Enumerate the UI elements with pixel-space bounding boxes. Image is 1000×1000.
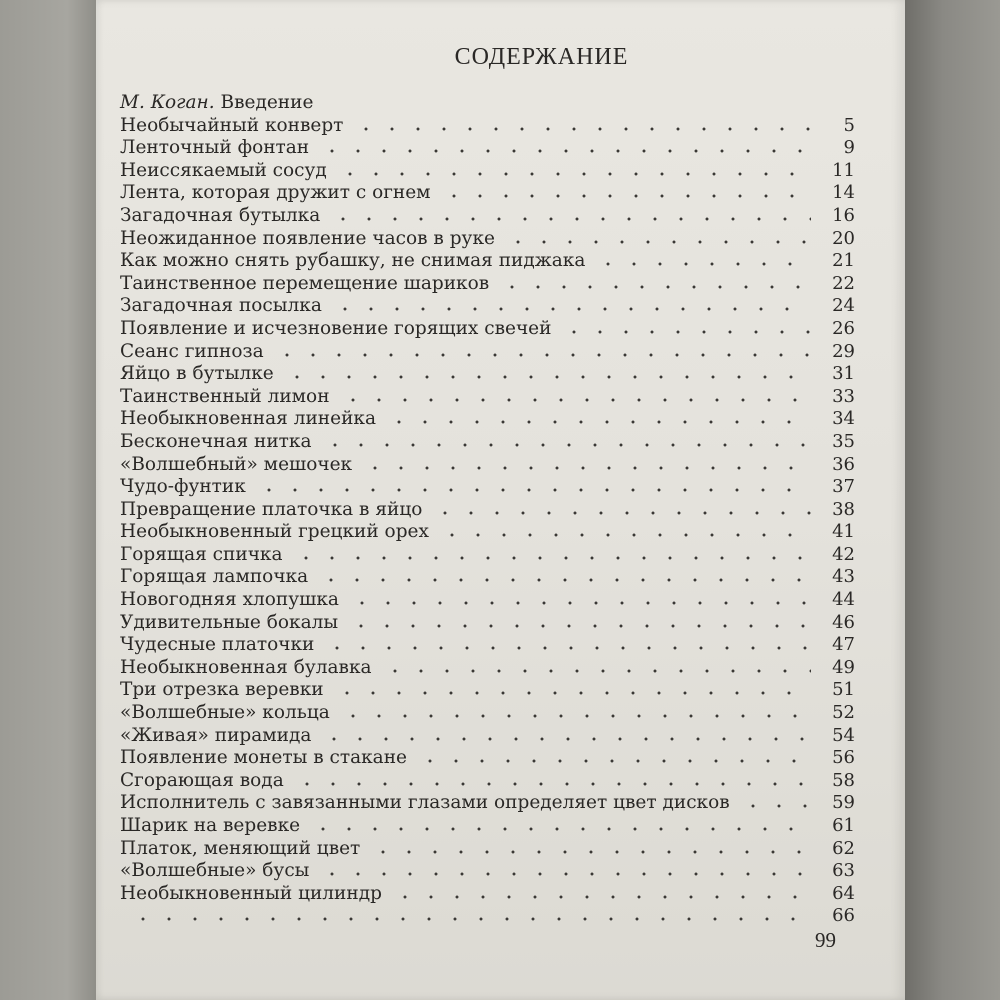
dot-leader xyxy=(326,217,811,221)
dot-leader xyxy=(349,127,811,131)
toc-entry xyxy=(120,566,855,589)
toc-entry-text: Чудо-фунтик xyxy=(120,476,246,498)
toc-entry-page: 56 xyxy=(832,747,855,769)
toc-entry-title xyxy=(120,92,319,115)
toc-entry-page: 43 xyxy=(832,566,855,588)
toc-entry-title xyxy=(120,657,378,680)
toc-entry xyxy=(120,499,855,522)
toc-entry-title xyxy=(120,182,437,205)
toc-entry-title xyxy=(120,747,413,770)
toc-entry xyxy=(120,295,855,318)
toc-entry-title xyxy=(120,160,333,183)
dot-leader xyxy=(328,307,811,311)
dot-leader xyxy=(435,533,811,537)
toc-entry-title xyxy=(120,205,326,228)
toc-entry-title xyxy=(120,318,557,341)
toc-entry-page: 54 xyxy=(832,724,855,746)
toc-entry-page: 49 xyxy=(832,656,855,678)
toc-entry-title xyxy=(120,679,330,702)
dot-leader xyxy=(333,172,811,176)
toc-entry xyxy=(120,431,855,454)
dot-leader xyxy=(280,375,811,379)
toc-entry-page: 62 xyxy=(832,837,855,859)
toc-entry-text: «Волшебные» бусы xyxy=(120,860,310,882)
toc-entry-title xyxy=(120,883,388,906)
toc-entry-title xyxy=(120,408,382,431)
toc-entry-page: 46 xyxy=(832,611,855,633)
dot-leader xyxy=(413,759,811,763)
toc-entry-title xyxy=(120,589,345,612)
toc-entry-page: 58 xyxy=(832,769,855,791)
dot-leader xyxy=(306,827,811,831)
toc-entry-title xyxy=(120,725,317,748)
dot-leader xyxy=(345,601,811,605)
toc-entry-page: 5 xyxy=(843,114,855,136)
toc-entry-page: 34 xyxy=(832,408,855,430)
dot-leader xyxy=(358,466,811,470)
dot-leader xyxy=(336,398,811,402)
dot-leader xyxy=(126,917,811,921)
toc-entry-page: 9 xyxy=(843,137,855,159)
toc-entry xyxy=(120,860,855,883)
toc-entry xyxy=(120,634,855,657)
toc-entry-text: Неиссякаемый сосуд xyxy=(120,159,327,181)
toc-entry-page: 36 xyxy=(832,453,855,475)
toc-entry-text: Необыкновенный грецкий орех xyxy=(120,521,429,543)
toc-entry-text: Горящая лампочка xyxy=(120,566,309,588)
dot-leader xyxy=(501,240,811,244)
dot-leader xyxy=(382,420,811,424)
toc-entry-title xyxy=(120,634,320,657)
dot-leader xyxy=(495,285,811,289)
toc-entry xyxy=(120,386,855,409)
toc-entry-page: 22 xyxy=(832,272,855,294)
dot-leader xyxy=(366,850,811,854)
dot-leader xyxy=(290,782,811,786)
toc-entry-page: 63 xyxy=(832,860,855,882)
toc-entry xyxy=(120,115,855,138)
dot-leader xyxy=(320,646,811,650)
toc-entry xyxy=(120,883,855,906)
toc-entry xyxy=(120,250,855,273)
toc-entry-title xyxy=(120,521,435,544)
toc-entry xyxy=(120,589,855,612)
toc-entry-page: 64 xyxy=(832,882,855,904)
toc-entry-page: 59 xyxy=(832,792,855,814)
toc-entry-title xyxy=(120,499,428,522)
dot-leader xyxy=(437,194,811,198)
dot-leader xyxy=(378,669,811,673)
dot-leader xyxy=(330,691,811,695)
toc-entry-title xyxy=(120,341,270,364)
toc-entry-text: «Волшебные» кольца xyxy=(120,702,330,724)
dot-leader xyxy=(318,443,811,447)
toc-entry-title xyxy=(120,386,336,409)
dot-leader xyxy=(252,488,811,492)
toc-entry-title xyxy=(120,566,314,589)
page-title: СОДЕРЖАНИЕ xyxy=(454,44,629,70)
toc-entry xyxy=(120,521,855,544)
toc-entry-text: Таинственное перемещение шариков xyxy=(120,272,490,294)
toc-entry xyxy=(120,612,855,635)
toc-entry-title xyxy=(120,544,289,567)
toc-entry-title xyxy=(120,228,501,251)
background-left xyxy=(0,0,96,1000)
toc-entry-text: Три отрезка веревки xyxy=(120,679,324,701)
toc-entry xyxy=(120,408,855,431)
toc-entry xyxy=(120,341,855,364)
toc-entry-title xyxy=(120,838,366,861)
dot-leader xyxy=(344,624,811,628)
toc-entry xyxy=(120,770,855,793)
table-of-contents xyxy=(120,92,855,928)
toc-entry-page: 16 xyxy=(832,204,855,226)
toc-entry-page: 44 xyxy=(832,589,855,611)
toc-entry xyxy=(120,747,855,770)
background-right xyxy=(905,0,1000,1000)
toc-entry xyxy=(120,725,855,748)
toc-entry-text: Ленточный фонтан xyxy=(120,137,310,159)
toc-entry-text: Удивительные бокалы xyxy=(120,611,339,633)
toc-entry-text: Как можно снять рубашку, не снимая пиджака xyxy=(120,250,586,272)
toc-entry-page: 20 xyxy=(832,227,855,249)
toc-entry xyxy=(120,476,855,499)
toc-entry-title xyxy=(120,702,336,725)
dot-leader xyxy=(317,737,811,741)
toc-entry-text: Необыкновенная булавка xyxy=(120,656,372,678)
toc-entry-text: Таинственный лимон xyxy=(120,385,330,407)
toc-entry-page: 33 xyxy=(832,385,855,407)
toc-entry xyxy=(120,318,855,341)
toc-entry-text: «Волшебный» мешочек xyxy=(120,453,353,475)
toc-entry-title xyxy=(120,860,315,883)
toc-entry-text: Неожиданное появление часов в руке xyxy=(120,227,495,249)
toc-entry-page: 41 xyxy=(832,521,855,543)
dot-leader xyxy=(289,556,811,560)
toc-entry-title xyxy=(120,363,280,386)
toc-entry-title xyxy=(120,431,318,454)
toc-entry-title xyxy=(120,612,344,635)
toc-entry-page: 47 xyxy=(832,634,855,656)
toc-entry-text: Горящая спичка xyxy=(120,543,283,565)
dot-leader xyxy=(736,804,811,808)
toc-entry-text: Яйцо в бутылке xyxy=(120,363,274,385)
toc-entry-text: Сеанс гипноза xyxy=(120,340,264,362)
toc-entry-title xyxy=(120,770,290,793)
toc-entry xyxy=(120,679,855,702)
toc-entry-author: М. Коган. xyxy=(120,92,215,113)
toc-entry xyxy=(120,544,855,567)
dot-leader xyxy=(336,714,811,718)
toc-entry-page: 11 xyxy=(832,159,855,181)
toc-entry-title xyxy=(120,792,736,815)
toc-entry-title xyxy=(120,273,495,296)
toc-entry-page: 26 xyxy=(832,317,855,339)
toc-entry-title xyxy=(120,454,358,477)
toc-entry xyxy=(120,182,855,205)
toc-entry xyxy=(120,273,855,296)
toc-entry xyxy=(120,92,855,115)
toc-entry-text: Загадочная бутылка xyxy=(120,204,321,226)
toc-entry-title xyxy=(120,815,306,838)
toc-entry-title xyxy=(120,250,591,273)
toc-entry-title xyxy=(120,295,328,318)
toc-entry-title xyxy=(120,137,315,160)
toc-entry-text: Необыкновенная линейка xyxy=(120,408,377,430)
toc-entry xyxy=(120,815,855,838)
toc-entry-text: Платок, меняющий цвет xyxy=(120,837,361,859)
toc-entry-text: Чудесные платочки xyxy=(120,634,315,656)
toc-entry xyxy=(120,137,855,160)
toc-entry xyxy=(120,905,855,928)
toc-entry-page: 31 xyxy=(832,363,855,385)
toc-entry-text: Превращение платочка в яйцо xyxy=(120,498,423,520)
toc-entry-text: Введение xyxy=(220,92,314,113)
dot-leader xyxy=(314,578,811,582)
toc-entry-page: 38 xyxy=(832,498,855,520)
toc-entry-page: 52 xyxy=(832,702,855,724)
toc-entry-text: Появление монеты в стакане xyxy=(120,747,407,769)
toc-entry xyxy=(120,838,855,861)
toc-entry-page: 51 xyxy=(832,679,855,701)
page-number: 99 xyxy=(815,928,836,952)
toc-entry-page: 21 xyxy=(832,250,855,272)
dot-leader xyxy=(428,511,811,515)
toc-entry-text: Шарик на веревке xyxy=(120,815,301,836)
dot-leader xyxy=(315,149,811,153)
toc-entry-text: Необычайный конверт xyxy=(120,114,344,136)
toc-entry xyxy=(120,792,855,815)
toc-entry xyxy=(120,363,855,386)
toc-entry-text: Бесконечная нитка xyxy=(120,430,312,452)
toc-entry xyxy=(120,657,855,680)
toc-entry-title xyxy=(120,476,252,499)
toc-entry-page: 61 xyxy=(832,815,855,836)
toc-entry xyxy=(120,160,855,183)
toc-entry-text: Новогодняя хлопушка xyxy=(120,589,339,611)
toc-entry-title xyxy=(120,115,349,138)
toc-entry-page: 35 xyxy=(832,430,855,452)
dot-leader xyxy=(557,330,811,334)
toc-entry-page: 66 xyxy=(832,905,855,927)
toc-entry-page: 14 xyxy=(832,182,855,204)
dot-leader xyxy=(388,895,811,899)
toc-entry-text: Необыкновенный цилиндр xyxy=(120,882,382,904)
toc-entry xyxy=(120,454,855,477)
toc-entry-text: Появление и исчезновение горящих свечей xyxy=(120,317,552,339)
dot-leader xyxy=(591,262,811,266)
toc-entry-page: 42 xyxy=(832,543,855,565)
toc-entry-text: Сгорающая вода xyxy=(120,769,284,791)
toc-entry-text: «Живая» пирамида xyxy=(120,724,312,746)
toc-entry-text: Лента, которая дружит с огнем xyxy=(120,182,431,204)
toc-entry-text: Загадочная посылка xyxy=(120,295,322,317)
dot-leader xyxy=(270,353,811,357)
toc-entry-page: 24 xyxy=(832,295,855,317)
toc-entry-text: Исполнитель с завязанными глазами определяет цвет дисков xyxy=(120,792,730,814)
toc-entry-page: 29 xyxy=(832,340,855,362)
toc-entry xyxy=(120,228,855,251)
toc-entry-page: 37 xyxy=(832,476,855,498)
toc-entry xyxy=(120,205,855,228)
dot-leader xyxy=(315,872,811,876)
toc-entry xyxy=(120,702,855,725)
